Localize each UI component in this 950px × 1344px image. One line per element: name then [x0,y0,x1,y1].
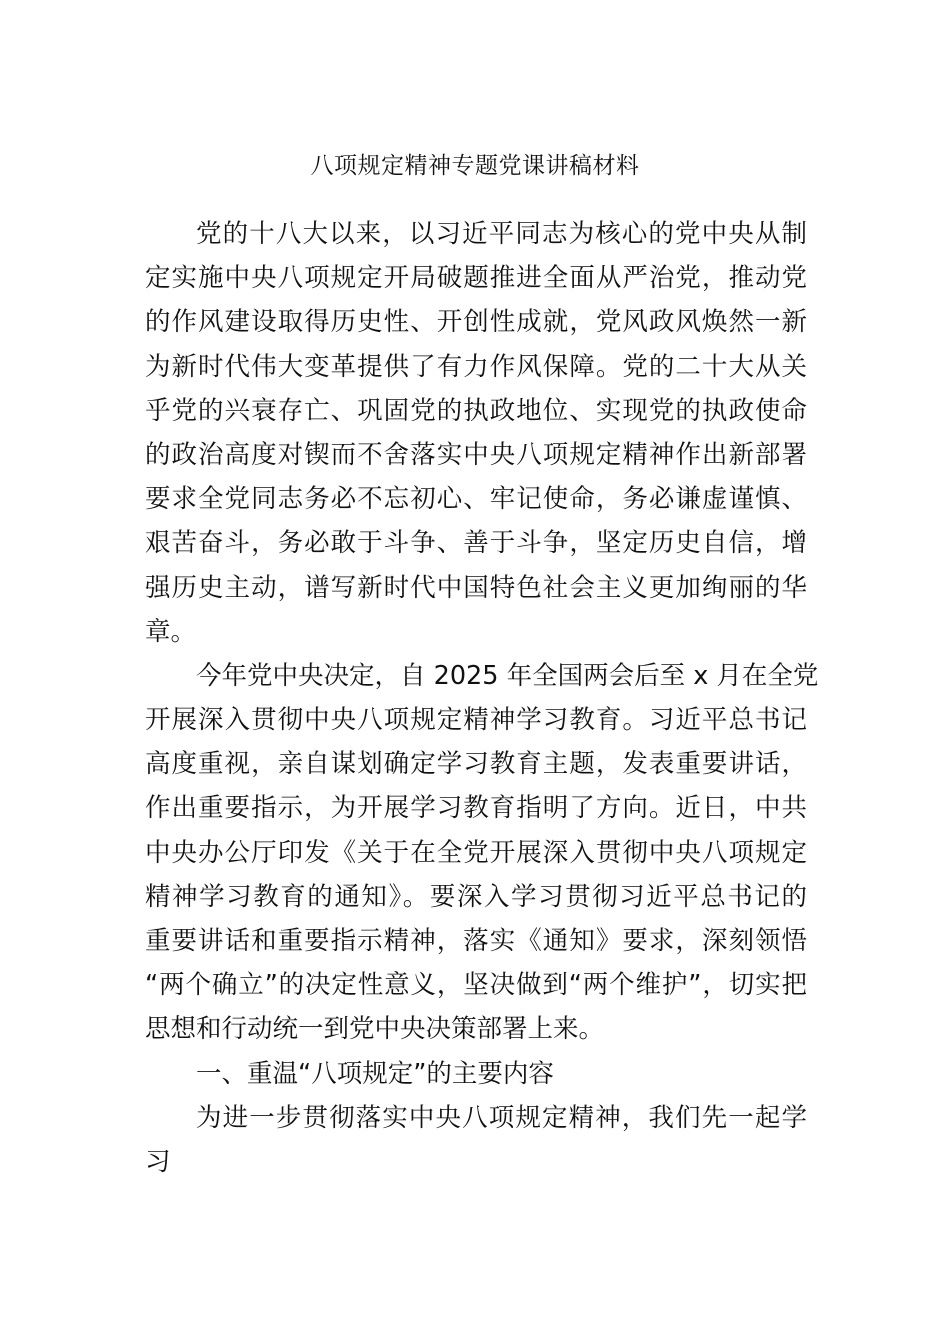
paragraph-1-line: 乎党的兴衰存亡、巩固党的执政地位、实现党的执政使命 [145,395,807,426]
paragraph-1-line: 强历史主动，谱写新时代中国特色社会主义更加绚丽的华 [145,572,807,603]
paragraph-2-line: 重要讲话和重要指示精神，落实《通知》要求，深刻领悟 [145,926,807,956]
paragraph-2-line: 精神学习教育的通知》。要深入学习贯彻习近平总书记的 [145,881,807,912]
paragraph-2-line: 今年党中央决定，自 2025 年全国两会后至 x 月在全党 [196,660,819,691]
document-body [145,212,819,1184]
paragraph-1-line: 定实施中央八项规定开局破题推进全面从严治党，推动党 [145,263,807,294]
paragraph-1-line: 党的十八大以来，以习近平同志为核心的党中央从制 [196,219,807,249]
paragraph-2-line: 高度重视，亲自谋划确定学习教育主题，发表重要讲话， [145,749,807,780]
paragraph-1-line: 的政治高度对锲而不舍落实中央八项规定精神作出新部署 [145,439,807,470]
document-title: 八项规定精神专题党课讲稿材料 [310,153,640,179]
paragraph-2-line: 作出重要指示，为开展学习教育指明了方向。近日，中共 [145,793,807,824]
paragraph-1-line: 的作风建设取得历史性、开创性成就，党风政风焕然一新 [145,307,807,338]
paragraph-1-line: 为新时代伟大变革提供了有力作风保障。党的二十大从关 [145,351,807,382]
section-heading: 一、重温“八项规定”的主要内容 [196,1058,554,1089]
paragraph-2-line: 中央办公厅印发《关于在全党开展深入贯彻中央八项规定 [145,837,807,868]
paragraph-3-line: 习 [145,1146,171,1177]
paragraph-1-line: 艰苦奋斗，务必敢于斗争、善于斗争，坚定历史自信，增 [145,528,807,559]
paragraph-1-line: 章。 [145,616,197,647]
paragraph-1-line: 要求全党同志务必不忘初心、牢记使命，务必谦虚谨慎、 [145,484,807,515]
paragraph-2-line: 开展深入贯彻中央八项规定精神学习教育。习近平总书记 [145,705,807,736]
paragraph-2-line: 思想和行动统一到党中央决策部署上来。 [145,1014,605,1045]
paragraph-2-line: “两个确立”的决定性意义，坚决做到“两个维护”，切实把 [145,970,807,1001]
paragraph-3-line: 为进一步贯彻落实中央八项规定精神，我们先一起学 [196,1102,807,1133]
